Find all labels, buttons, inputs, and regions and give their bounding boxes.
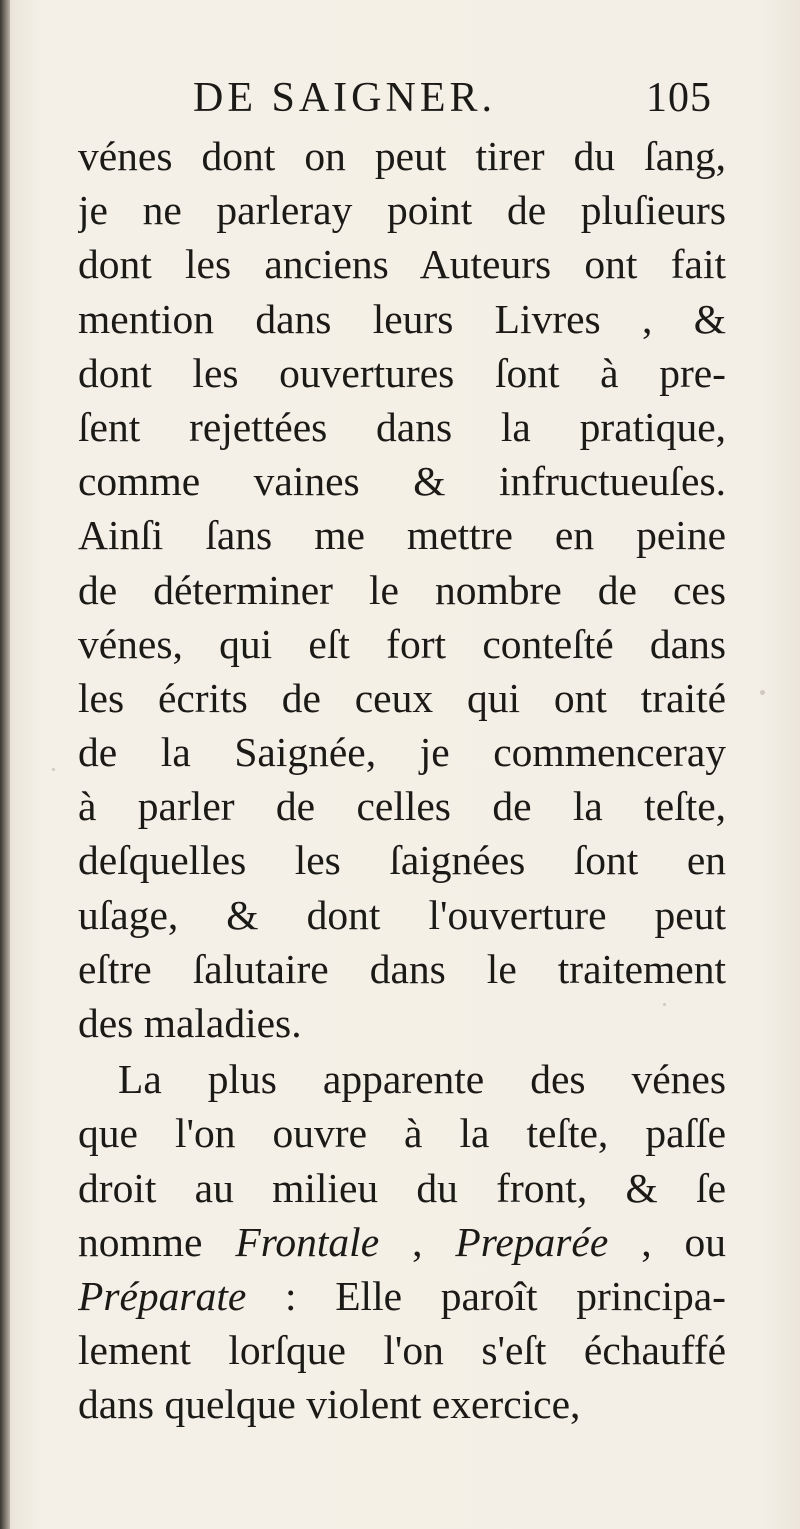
term-frontale: Frontale bbox=[235, 1218, 380, 1265]
text-line-with-term bbox=[78, 1269, 726, 1323]
text-line: de déterminer le nombre de ces bbox=[78, 566, 726, 613]
text-line: dans quelque violent exercice, bbox=[78, 1381, 581, 1428]
text-line: comme vaines & infructueuſes. bbox=[78, 458, 726, 505]
text-line: les écrits de ceux qui ont traité bbox=[78, 674, 726, 721]
paper-speck bbox=[52, 768, 55, 771]
text-line-paragraph-end: des maladies. bbox=[78, 1000, 302, 1046]
page-header bbox=[78, 66, 718, 130]
text-line: dont les anciens Auteurs ont fait bbox=[78, 241, 726, 288]
text-line: mention dans leurs Livres , & bbox=[78, 295, 726, 342]
text-line: vénes, qui eſt fort conteſté dans bbox=[78, 620, 726, 667]
text-line: deſquelles les ſaignées ſont en bbox=[78, 837, 726, 884]
text-line-paragraph-start: La plus apparente des vénes bbox=[118, 1056, 726, 1103]
text-line: droit au milieu du front, & ſe bbox=[78, 1164, 726, 1211]
text-run: nomme bbox=[78, 1218, 236, 1265]
text-line: Ainſi ſans me mettre en peine bbox=[78, 512, 726, 559]
text-run: , ou bbox=[608, 1218, 726, 1265]
text-line: lement lorſque l'on s'eſt échauffé bbox=[78, 1327, 726, 1374]
text-line: je ne parleray point de pluſieurs bbox=[78, 187, 726, 234]
text-line: uſage, & dont l'ouverture peut bbox=[78, 891, 726, 938]
paper-speck bbox=[760, 690, 765, 695]
text-line: à parler de celles de la teſte, bbox=[78, 783, 726, 830]
text-line: ſent rejettées dans la pratique, bbox=[78, 403, 726, 450]
text-line: de la Saignée, je commenceray bbox=[78, 729, 726, 776]
text-line: dont les ouvertures ſont à pre- bbox=[78, 349, 726, 396]
text-run: : Elle paroît principa- bbox=[246, 1272, 726, 1319]
page-number: 105 bbox=[646, 75, 712, 121]
text-line-with-terms bbox=[78, 1215, 726, 1269]
text-line: que l'on ouvre à la teſte, paſſe bbox=[78, 1110, 726, 1157]
term-preparee: Preparée bbox=[455, 1218, 609, 1265]
term-preparate: Préparate bbox=[78, 1272, 247, 1319]
body-text bbox=[78, 129, 726, 1432]
text-run: , bbox=[379, 1218, 456, 1265]
paper-speck bbox=[663, 1003, 666, 1006]
running-head: DE SAIGNER. bbox=[193, 75, 496, 121]
book-spine-edge bbox=[0, 0, 10, 1529]
text-line: eſtre ſalutaire dans le traitement bbox=[78, 945, 726, 992]
text-line: vénes dont on peut tirer du ſang, bbox=[78, 133, 726, 179]
